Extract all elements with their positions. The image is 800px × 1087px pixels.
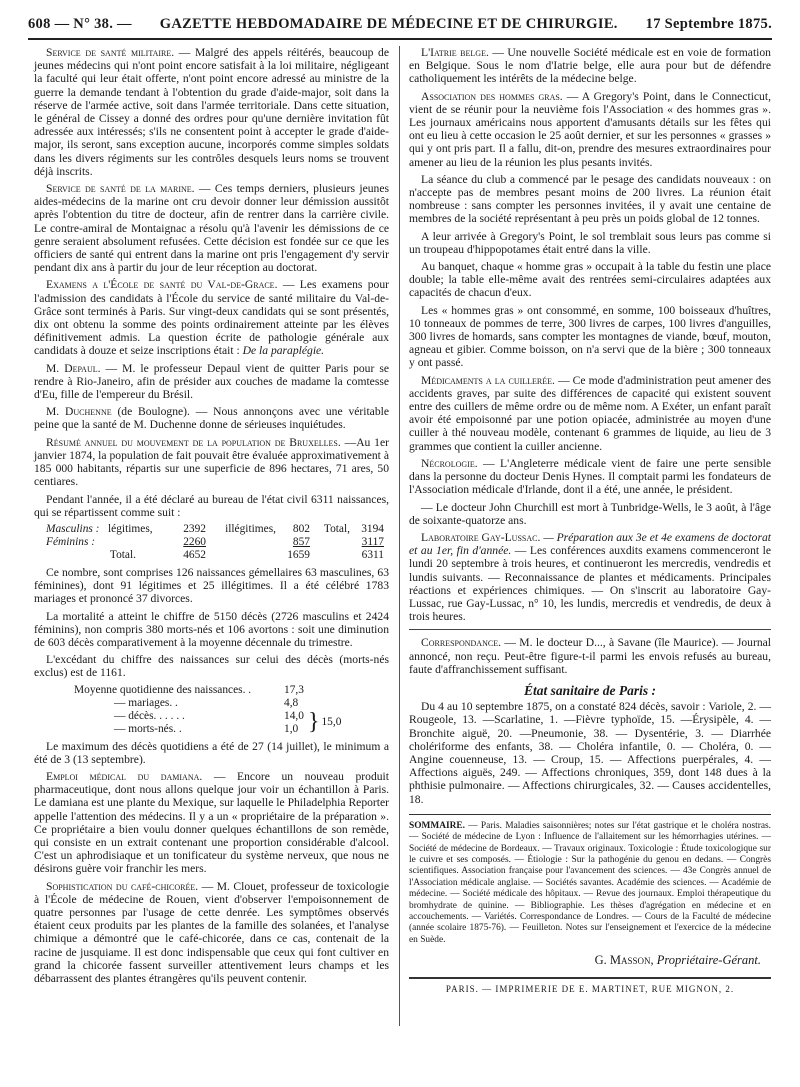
issue-date: 17 Septembre 1875. [645,15,772,32]
average-label: — décès. . . . . . [114,709,185,722]
article-body: — M. Clouet, professeur de toxicologie à l'École de médecine de Rouen, vient d'observer l'empoisonnement de quatre personnes par l'usage de cette denrée. Les symptômes observés étaient ceux produits par les plantes de la famille des solanées, et l'analyse chimique a démontré que le café-chicorée, dans ce cas, contenait de la racine de jusquiame. Il est donc indispensable que ceux qui font cultiver en grand la chicorée fassent surveiller attentivement leurs champs et les débarrassent des plantes étrangères qu'ils peuvent contenir. [34,879,389,985]
paragraph-pendant: Pendant l'année, il a été déclaré au bureau de l'état civil 6311 naissances, qui se répartissent comme suit : [34,492,389,519]
paragraph-jumelles: Ce nombre, sont comprises 126 naissances gémellaires 63 masculines, 63 féminines), dont 91 légitimes et 25 illégitimes. Il a été célébré 1783 mariages et prononcé 37 divorces. [34,565,389,606]
paragraph-seance: La séance du club a commencé par le pesage des candidats nouveaux : on n'accepte pas de membres pesant moins de 200 livres. La réunion était nombreuse : sans compter les personnes invitées, il y avait une centaine de membres de la société représentant à peu près un poids global de 12 tonnes. [409,172,771,226]
signature-name: G. Masson, [594,953,654,968]
average-label: — mariages. . [114,696,178,709]
row-label: Féminins : [46,535,96,548]
average-row [74,684,389,697]
paragraph-consomme: Les « hommes gras » ont consommé, en somme, 100 boisseaux d'huîtres, 10 tonneaux de pommes de terre, 300 livres de carpes, 100 livres d'anguilles, 300 livres de homards, sans compter les montagnes de viande, bœuf, mouton, agneau et gibier. Comme boisson, on n'a servi que de la bière ; 300 tonneaux y ont passé. [409,303,771,370]
cell: 3194 [361,522,384,535]
signature [409,954,761,967]
cell: 6311 [361,548,384,561]
article-body: — Ces temps derniers, plusieurs jeunes aides-médecins de la marine ont cru devoir donner leur démission aussitôt après l'obtention du titre de docteur, afin de rentrer dans la carrière civile. Le contre-amiral de Montaignac a résolu qu'à l'avenir les démissions de ce genre seraient absolument refusées. Cette décision est fondée sur ce que les officiers de santé qui entrent dans la marine ont pris l'engagement d'y servir pendant dix ans à partir du jour de leur réception au doctorat. [34,182,389,275]
etat-sanitaire-title: État sanitaire de Paris : [523,682,656,698]
article-correspondance [409,636,771,676]
article-title: Sophistication du café-chicorée. [46,879,199,893]
article-italic: De la paraplégie. [239,344,325,358]
average-row [74,710,304,723]
col-label: illégitimes, [225,522,276,535]
article-title: M. Duchenne [46,405,112,419]
cell: 1659 [287,548,310,561]
article-title: Résumé annuel du mouvement de la population de Bruxelles. [46,435,341,449]
article-title: L'Iatrie belge. [421,46,489,59]
article-marine [34,182,389,274]
paragraph-banquet: Au banquet, chaque « homme gras » occupait à la table du festin une place double; la table elle-même avait des rentrées semi-circulaires adaptées aux capacités de chacun d'eux. [409,260,771,300]
cell: 2260 [183,535,206,548]
article-title: Service de santé de la marine. [46,182,195,196]
article-body: —Au 1er janvier 1874, la population de fait pouvait être évaluée approximativement à 185 000 habitants, répartis sur une superficie de 896 hectares, 71 ares, 50 centiares. [34,435,389,489]
cell: 802 [292,522,310,535]
cell: 857 [292,535,310,548]
article-examens [34,278,389,357]
article-body: — Ce mode d'administration peut amener des accidents graves, par suite des différences de capacité qui existent souvent entre des cuillers de même ordre ou de même nom. A Exéter, un enfant paraît avoir été empoisonné par une potion opiacée, administrée au moyen d'une cuiller à thé nouveau modèle, contenant 6 grammes de liquide, au lieu de 3 grammes que contient la cuiller ancienne. [409,373,771,453]
article-body: — M. le professeur Depaul vient de quitter Paris pour se rendre à Rio-Janeiro, afin de présider aux couches de madame la comtesse d'Eu, fille de l'empereur du Brésil. [34,361,389,402]
right-column [409,46,771,997]
article-sante-militaire [34,46,389,178]
article-body: — Une nouvelle Société médicale est en voie de formation en Belgique. Sous le nom d'Iatrie belge, elle aura pour but de défendre catholiquement les intérêts de la médecine belge. [409,46,771,86]
births-row-feminins [46,536,389,549]
article-title: Correspondance. [421,636,501,650]
divider [409,629,771,630]
article-chicoree [34,880,389,986]
article-bruxelles [34,436,389,489]
average-value: 1,0 [284,722,299,735]
article-title: M. Depaul. [46,361,101,375]
average-value: 17,3 [284,683,304,696]
row-label: Total. [109,548,136,561]
article-title: Emploi médical du damiana. [46,769,203,783]
article-necrologie [409,457,771,497]
paragraph-mortalite: La mortalité a atteint le chiffre de 5150 décès (2726 masculins et 2424 féminins), non compris 380 morts-nés et 106 avortons : soit une diminution de 603 décès comparativement à la moyenne décennale du trimestre. [34,609,389,649]
article-damiana [34,770,389,876]
article-title: Service de santé militaire. [46,46,175,59]
average-brace-group [74,710,389,736]
article-body: — M. le docteur D..., à Savane (île Maurice). — Journal annoncé, non reçu. Peut-être figure-t-il parmi les envois refusés au bureau, faute d'affranchissement suffisant. [409,636,771,676]
births-row-total [46,549,389,562]
col-label: Total, [323,522,350,535]
average-row [74,697,389,710]
article-duchenne [34,405,389,431]
sommaire-title: SOMMAIRE. [409,820,465,831]
article-title: Laboratoire Gay-Lussac. [421,530,541,544]
printer-imprint: PARIS. — IMPRIMERIE DE E. MARTINET, RUE MIGNON, 2. [409,977,771,996]
article-title: Examens a l'École de santé du Val-de-Grace. [46,278,278,292]
average-value: 4,8 [284,696,299,709]
sommaire-block [409,814,771,946]
article-iatrie [409,46,771,86]
article-hommes-gras [409,90,771,169]
page-number: 608 — N° 38. — [28,15,132,32]
average-brace-total: 15,0 [321,716,342,729]
journal-title: GAZETTE HEBDOMADAIRE DE MÉDECINE ET DE CHIRURGIE. [159,15,618,32]
article-body: — Malgré des appels réitérés, beaucoup de jeunes médecins qui n'ont point encore satisfait à la loi militaire, négligeant la faculté qui leur était offerte, n'ont point encore adressé au ministre de la guerre la demande tendant à l'obtention du grade d'aide-major, soit dans la réserve de l'armée active, soit dans l'armée territoriale. Dans cette situation, le général de Cissey a donné des ordres pour qu'une dernière invitation fût adressée aux intéressés; s'ils ne consentent point à accepter le grade d'aide-major, ils seront, sans exception aucune, incorporés comme simples soldats dans les divers régiments sur les contrôles desquels leurs noms se trouvent déjà inscrits. [34,46,390,178]
article-title: Association des hommes gras. [421,89,563,103]
article-body: — Les conférences auxdits examens commenceront le lundi 20 septembre à trois heures, et continueront les mercredis, vendredis et lundis suivants. — Reconnaissance de plantes et médicaments. Principales réactions et expériences chimiques. — On s'inscrit au laboratoire Gay-Lussac, rue Gay-Lussac, n° 10, les lundis, mercredis et vendredis, de deux à trois heures. [409,544,771,624]
article-depaul [34,362,389,402]
article-cuilleree [409,374,771,453]
daily-averages [74,684,389,736]
article-title: Nécrologie. [421,456,478,470]
paragraph-arrivee: A leur arrivée à Gregory's Point, le sol tremblait sous leurs pas comme si un troupeau d'hippopotames était entré dans la ville. [409,229,771,256]
article-italic: — Préparation aux 3e et 4e examens de doctorat et au 1er, fin d'année. [409,530,771,558]
etat-sanitaire-body: Du 4 au 10 septembre 1875, on a constaté 824 décès, savoir : Variole, 2. —Rougeole, 13. —Scarlatine, 1. —Fièvre typhoïde, 15. —Érysipèle, 4. —Bronchite aiguë, 20. —Pneumonie, 38. — Dysentérie, 3. — Diarrhée cholériforme des enfants, 38. — Choléra infantile, 0. — Choléra, 0. — Angine couenneuse, 13. — Croup, 15. — Affections puerpérales, 4. — Affections aiguës, 249. — Affections chroniques, 359, dont 148 dues à la phthisie pulmonaire. — Affections chirurgicales, 32. — Causes accidentelles, 18. [409,700,771,806]
births-table [46,523,389,562]
average-label: — morts-nés. . [114,722,182,735]
col-label: légitimes, [108,522,153,535]
average-label: Moyenne quotidienne des naissances. . [74,683,252,696]
article-title: Médicaments a la cuillerée. [421,373,555,387]
page-header [28,10,772,40]
paragraph-excedent: L'excédant du chiffre des naissances sur celui des décès (morts-nés exclus) est de 1161. [34,653,389,680]
cell: 3117 [361,535,384,548]
article-body: — Encore un nouveau produit pharmaceutique, dont nous allons quelque jour voir un échantillon à Paris. Le damiana est une plante du Mexique, sur laquelle le Philadelphia Reporter appelle l'attention des médecins. Il y a un « propriétaire de la préparation ». Ce propriétaire a bien voulu donner quelques échantillons de son remède, qui consiste en un extrait contenant une proportion considérable d'alcool. C'est un aphrodisiaque et un tonificateur du système nerveux, que nous ne désirons guère voir franchir les mers. [34,769,389,876]
article-body: — A Gregory's Point, dans le Connecticut, vient de se réunir pour la neuvième fois l'Association « des hommes gras ». Les journaux américains nous apportent d'amusants détails sur les fêtes qui ont eu lieu à cette occasion le 25 août dernier, et sur les personnes « grasses » qui y ont pris part. Il a fallu, dit-on, prendre des mesures extraordinaires pour amener au lieu de la réunion les plus pesants invités. [409,89,771,169]
paragraph-maximum: Le maximum des décès quotidiens a été de 27 (14 juillet), le minimum a été de 3 (13 septembre). [34,739,389,766]
average-brace-rows [74,710,304,736]
article-gay-lussac [409,531,771,623]
average-value: 14,0 [284,709,304,722]
row-label: Masculins : [46,522,100,535]
sommaire-body: — Paris. Maladies saisonnières; notes sur l'état gastrique et le choléra nostras. — Société de médecine de Lyon : Influence de l'allaitement sur les hémorrhagies utérines. — Société de médecine de Bordeaux. — Travaux originaux. Toxicologie : Étude toxicologique sur le cuivre et ses composés. — Étiologie : Sur la pathogénie du genou en dedans. — Congrès scientifiques. Association française pour l'avancement des sciences. — 43e Congrès annuel de l'Association médicale anglaise. — Sociétés savantes. Académie des sciences. — Académie de médecine. — Société médicale des hôpitaux. — Revue des journaux. Emploi thérapeutique du bromhydrate de quinine. — Bibliographie. Les thèses d'agrégation en médecine et en accouchements. — Variétés. Correspondance de Londres. — Cours de la Faculté de médecine (année scolaire 1875-76). — Feuilleton. Notes sur l'enseignement et l'exercice de la médecine en Suède. [409,820,771,945]
paragraph-churchill: — Le docteur John Churchill est mort à Tunbridge-Wells, le 3 août, à l'âge de soixante-quatorze ans. [409,500,771,527]
brace-glyph: } [307,709,320,736]
cell: 2392 [183,522,206,535]
article-body: — Les examens pour l'admission des candidats à l'École du service de santé militaire du Val-de-Grâce sont terminés à Paris. Sur vingt-deux candidats qui se sont présentés, dix ont obtenu la somme des points ordinairement atteinte par les élèves définitivement admis. La question écrite de pathologie générale aux candidats à douze et seize inscriptions était : [34,278,389,358]
left-column [34,46,389,989]
signature-role: Propriétaire-Gérant. [653,953,761,968]
column-divider [399,46,400,1026]
cell: 4652 [183,548,206,561]
article-body: (de Boulogne). — Nous annonçons avec une véritable peine que la santé de M. Duchenne donne de sérieuses inquiétudes. [34,405,389,432]
article-body: — L'Angleterre médicale vient de faire une perte sensible dans la personne du docteur Denis Hynes. Il comptait parmi les fondateurs de l'Association médicale d'Irlande, dont il a été, une année, le président. [409,456,771,497]
births-row-masculins [46,523,389,536]
average-row [74,723,304,736]
